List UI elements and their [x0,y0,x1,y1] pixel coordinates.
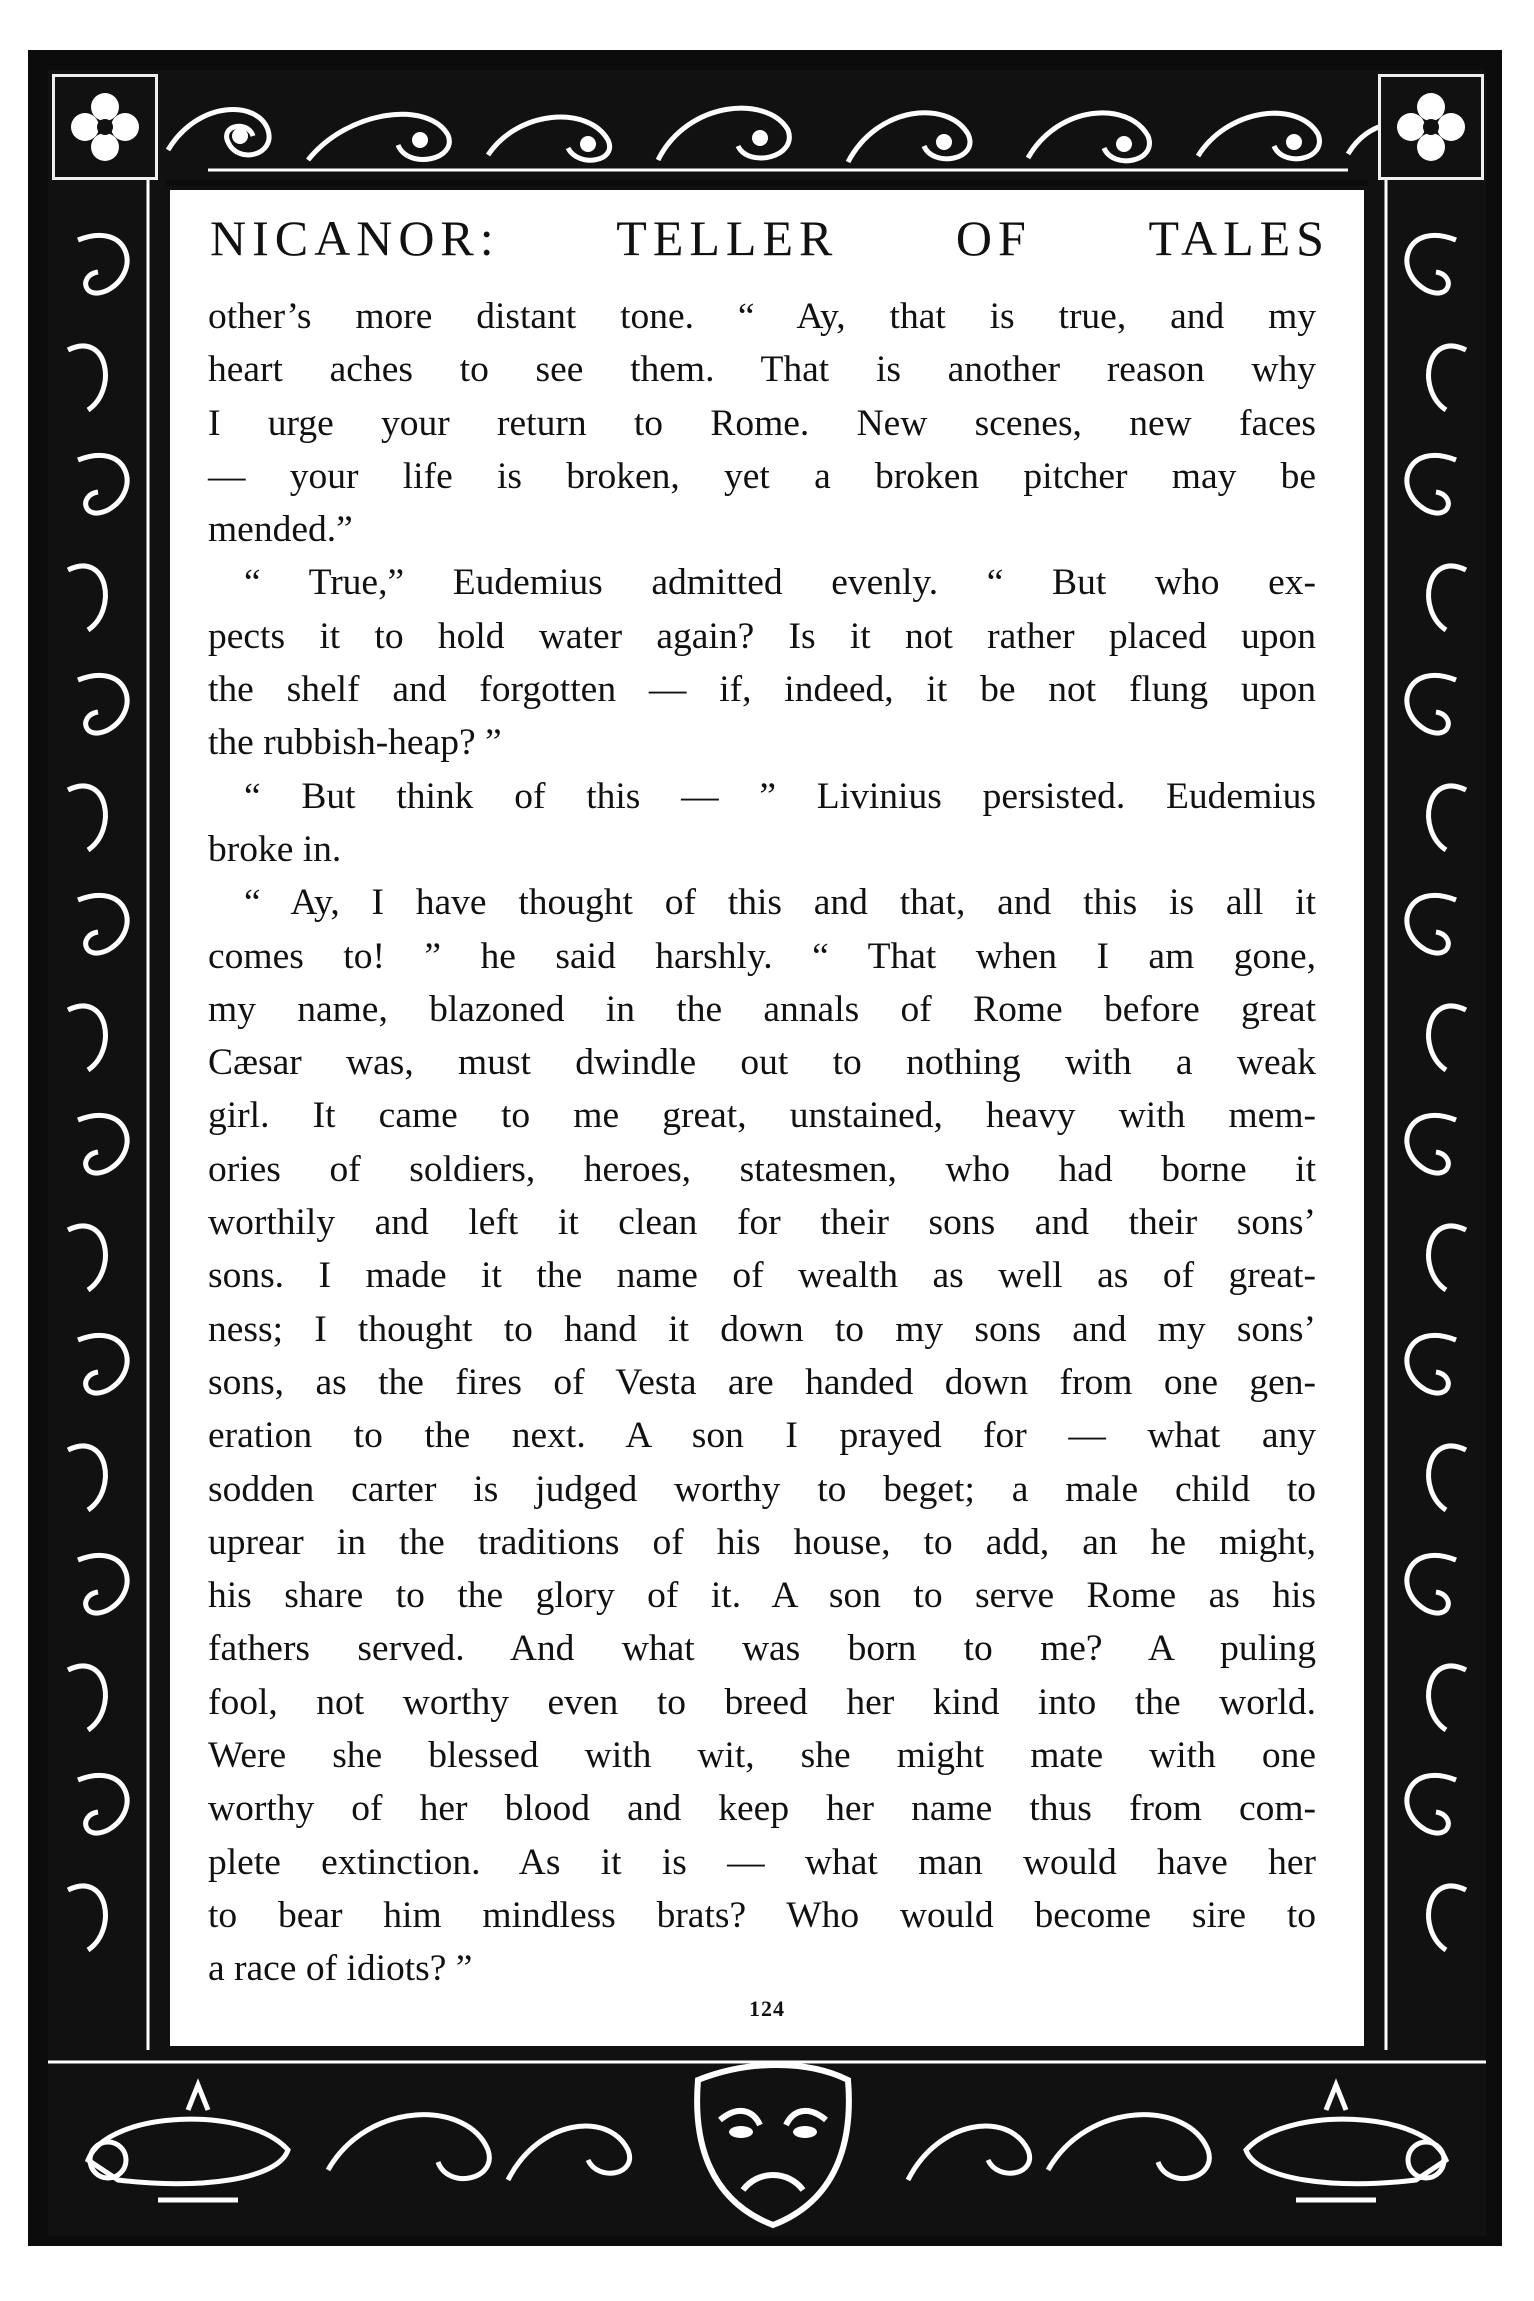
text-line: my name, blazoned in the annals of Rome before great [208,988,1316,1030]
text-line: pects it to hold water again? Is it not rather placed upon [208,615,1316,657]
text-line: fool, not worthy even to breed her kind into the world. [208,1681,1316,1723]
text-line: ness; I thought to hand it down to my sons and my sons’ [208,1308,1316,1350]
text-line: worthy of her blood and keep her name thus from com- [208,1788,1316,1830]
text-line: uprear in the traditions of his house, to add, an he might, [208,1521,1316,1563]
text-line: I urge your return to Rome. New scenes, new faces [208,402,1316,444]
text-line: eration to the next. A son I prayed for — what any [208,1415,1316,1457]
body-text [208,290,1316,1996]
text-line: — your life is broken, yet a broken pitcher may be [208,455,1316,497]
page-number: 124 [749,1996,785,2021]
text-line: fathers served. And what was born to me? A puling [208,1628,1316,1670]
text-line: broke in. [208,828,342,870]
text-line: sons. I made it the name of wealth as well as of great- [208,1255,1316,1297]
scroll-acanthus-icon [48,70,1486,180]
text-line: Cæsar was, must dwindle out to nothing with a weak [208,1042,1316,1084]
scroll-vine-icon [1368,180,1486,2050]
text-line: “ But think of this — ” Livinius persisted. Eudemius [244,775,1316,817]
scroll-vine-icon [48,180,166,2050]
text-line: comes to! ” he said harshly. “ That when I am gone, [208,935,1316,977]
text-line: “ Ay, I have thought of this and that, and this is all it [244,882,1316,924]
quatrefoil-flower-icon [1378,74,1484,180]
tragic-mask-and-lamps-icon [48,2050,1486,2236]
text-line: plete extinction. As it is — what man would have her [208,1841,1316,1883]
text-line: mended.” [208,509,353,551]
text-line: ories of soldiers, heroes, statesmen, who had borne it [208,1148,1316,1190]
text-line: Were she blessed with wit, she might mate with one [208,1735,1316,1777]
text-line: sons, as the fires of Vesta are handed down from one gen- [208,1361,1316,1403]
text-line: the shelf and forgotten — if, indeed, it be not flung upon [208,669,1316,711]
quatrefoil-flower-icon [52,74,158,180]
text-line: his share to the glory of it. A son to serve Rome as his [208,1575,1316,1617]
text-line: worthily and left it clean for their sons and their sons’ [208,1202,1316,1244]
text-line: sodden carter is judged worthy to beget; a male child to [208,1468,1316,1510]
text-line: “ True,” Eudemius admitted evenly. “ But who ex- [244,562,1316,604]
text-line: girl. It came to me great, unstained, heavy with mem- [208,1095,1316,1137]
text-line: other’s more distant tone. “ Ay, that is true, and my [208,296,1316,337]
text-line: a race of idiots? ” [208,1948,473,1990]
text-line: to bear him mindless brats? Who would become sire to [208,1894,1316,1936]
text-line: heart aches to see them. That is another reason why [208,349,1316,391]
text-line: the rubbish-heap? ” [208,722,502,764]
running-title: NICANOR: TELLER OF TALES [210,210,1330,266]
